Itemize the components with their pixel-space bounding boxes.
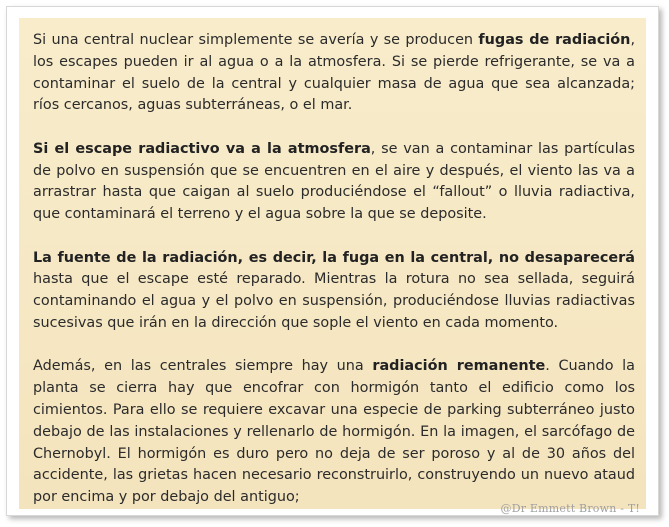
bold-phrase: radiación remanente xyxy=(372,358,546,375)
bold-phrase: La fuente de la radiación, es decir, la fuga en la central, no desaparecerá xyxy=(33,249,635,266)
article-text xyxy=(33,30,635,509)
screenshot-frame xyxy=(6,6,659,516)
paragraph-1 xyxy=(33,30,635,117)
bold-phrase: fugas de radiación xyxy=(478,32,631,48)
paragraph-3 xyxy=(33,248,635,335)
text-panel xyxy=(19,18,646,515)
paragraph-text: , los escapes pueden ir al agua o a la atmosfera. Si se pierde refrigerante, se va a contaminar el suelo de la central y cualquier masa de agua que sea alcanzada; ríos cercanos, aguas subterráneas, o el mar. xyxy=(33,32,636,114)
paragraph-text: hasta que el escape esté reparado. Mientras la rotura no sea sellada, seguirá contaminando el agua y el polvo en suspensión, produciéndose lluvias radiactivas sucesivas que irán en la dirección que sople el viento en cada momento. xyxy=(33,271,635,331)
bold-phrase: Si el escape radiactivo va a la atmosfera xyxy=(33,140,371,157)
paragraph-text: Además, en las centrales siempre hay una xyxy=(33,358,373,375)
paragraph-text: , se van a contaminar las partículas de polvo en suspensión que se encuentren en el aire y después, el viento las va a arrastrar hasta que caigan al suelo produciéndose el “fallout” o lluvia radiactiva, que contaminará el terreno y el agua sobre la que se deposite. xyxy=(33,140,635,223)
paragraph-text: . Cuando la planta se cierra hay que encofrar con hormigón tanto el edificio como los cimientos. Para ello se requiere excavar una especie de parking subterráneo justo debajo de las instalaciones y rellenarlo de hormigón. En la imagen, el sarcófago de Chernobyl. El hormigón es duro pero no deja de ser poroso y al de 30 años del accidente, las grietas hacen necesario reconstruirlo, construyendo un nuevo ataud por encima y por debajo del antiguo; xyxy=(33,358,635,506)
paragraph-2 xyxy=(33,139,635,226)
author-watermark: @Dr Emmett Brown - T! xyxy=(500,502,640,515)
paragraph-text: Si una central nuclear simplemente se avería y se producen xyxy=(33,32,479,48)
paragraph-4 xyxy=(33,356,635,509)
